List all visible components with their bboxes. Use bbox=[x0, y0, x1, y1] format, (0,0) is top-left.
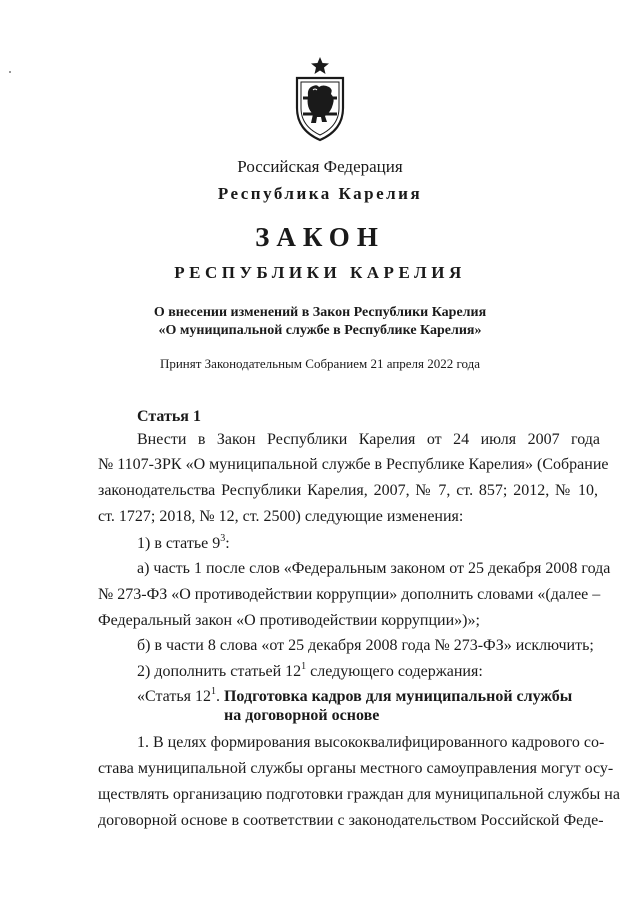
list-item-text: 2) дополнить статьей 12 bbox=[137, 663, 302, 680]
paragraph-line: става муниципальной службы органы местного самоуправления могут осу- bbox=[98, 760, 614, 777]
law-title-line-2: «О муниципальной службе в Республике Карелия» bbox=[158, 323, 482, 338]
new-article-title-line-2: на договорной основе bbox=[224, 707, 380, 724]
new-article-dot: . bbox=[215, 688, 224, 705]
paragraph-line: 1. В целях формирования высококвалифицированного кадрового со- bbox=[137, 734, 605, 751]
list-item-1 bbox=[137, 532, 437, 553]
country-name: Российская Федерация bbox=[237, 157, 403, 176]
paragraph-line: б) в части 8 слова «от 25 декабря 2008 года № 273-ФЗ» исключить; bbox=[137, 637, 594, 654]
list-item-text: : bbox=[225, 535, 230, 552]
paragraph-line: Федеральный закон «О противодействии коррупции»)»; bbox=[98, 612, 480, 629]
paragraph-line: ст. 1727; 2018, № 12, ст. 2500) следующие изменения: bbox=[98, 508, 464, 525]
new-article-prefix: «Статья 12 bbox=[137, 688, 211, 705]
paragraph-line: Внести в Закон Республики Карелия от 24 июля 2007 года bbox=[137, 431, 600, 448]
list-item-2 bbox=[137, 660, 600, 681]
list-item-text: следующего содержания: bbox=[306, 663, 483, 680]
superscript: 3 bbox=[220, 532, 226, 544]
paragraph-line: договорной основе в соответствии с законодательством Российской Феде- bbox=[98, 812, 604, 829]
karelia-coat-of-arms-icon bbox=[293, 56, 347, 142]
paragraph-line: а) часть 1 после слов «Федеральным законом от 25 декабря 2008 года bbox=[137, 560, 611, 577]
document-type: ЗАКОН bbox=[255, 222, 385, 252]
article-heading: Статья 1 bbox=[137, 408, 201, 425]
list-item-text: 1) в статье 9 bbox=[137, 535, 221, 552]
law-title-line-1: О внесении изменений в Закон Республики Карелия bbox=[153, 305, 487, 320]
paragraph-line: законодательства Республики Карелия, 2007, № 7, ст. 857; 2012, № 10, bbox=[98, 482, 598, 499]
adoption-note: Принят Законодательным Собранием 21 апреля 2022 года bbox=[159, 356, 481, 371]
superscript: 1 bbox=[210, 685, 216, 697]
republic-name: Республика Карелия bbox=[217, 184, 423, 203]
new-article-heading bbox=[137, 685, 600, 706]
new-article-title: Подготовка кадров для муниципальной службы bbox=[223, 688, 573, 705]
paragraph-line: ществлять организацию подготовки граждан для муниципальной службы на bbox=[98, 786, 620, 803]
superscript: 1 bbox=[301, 660, 307, 672]
scan-speck bbox=[9, 71, 11, 73]
issuer-name: РЕСПУБЛИКИ КАРЕЛИЯ bbox=[174, 263, 466, 282]
paragraph-line: № 273-ФЗ «О противодействии коррупции» дополнить словами «(далее – bbox=[98, 586, 601, 603]
paragraph-line: № 1107-ЗРК «О муниципальной службе в Республике Карелия» (Собрание bbox=[98, 456, 609, 473]
